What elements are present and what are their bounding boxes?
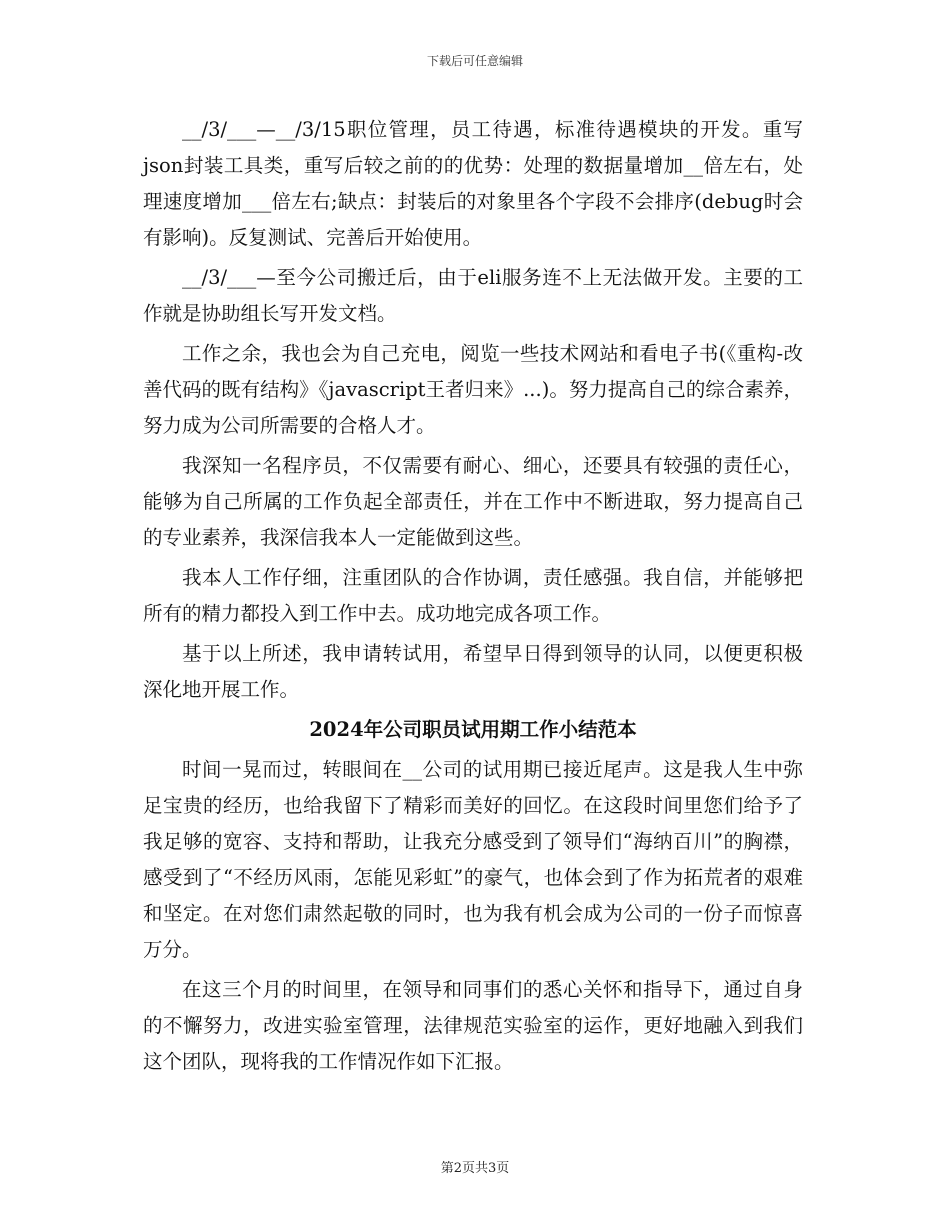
page-number: 第2页共3页 bbox=[440, 1161, 510, 1176]
paragraph: __/3/___—至今公司搬迁后，由于eli服务连不上无法做开发。主要的工作就是协助组长写开发文档。 bbox=[143, 266, 803, 325]
document-body bbox=[143, 112, 803, 1084]
paragraph: 基于以上所述，我申请转试用，希望早日得到领导的认同，以便更积极深化地开展工作。 bbox=[143, 642, 803, 701]
paragraph: __/3/___—__/3/15职位管理，员工待遇，标准待遇模块的开发。重写json封装工具类，重写后较之前的的优势：处理的数据量增加__倍左右，处理速度增加___倍左右;缺点：封装后的对象里各个字段不会排序(debug时会有影响)。反复测试、完善后开始使用。 bbox=[143, 118, 803, 249]
paragraph: 在这三个月的时间里，在领导和同事们的悉心关怀和指导下，通过自身的不懈努力，改进实验室管理，法律规范实验室的运作，更好地融入到我们这个团队，现将我的工作情况作如下汇报。 bbox=[143, 978, 803, 1073]
paragraph: 我深知一名程序员，不仅需要有耐心、细心，还要具有较强的责任心，能够为自己所属的工作负起全部责任，并在工作中不断进取，努力提高自己的专业素养，我深信我本人一定能做到这些。 bbox=[143, 454, 803, 549]
section-title: 2024年公司职员试用期工作小结范本 bbox=[309, 718, 637, 741]
paragraph: 工作之余，我也会为自己充电，阅览一些技术网站和看电子书(《重构-改善代码的既有结构》《javascript王者归来》...)。努力提高自己的综合素养，努力成为公司所需要的合格人才。 bbox=[143, 342, 803, 437]
page-header: 下载后可任意编辑 bbox=[426, 54, 523, 68]
paragraph: 我本人工作仔细，注重团队的合作协调，责任感强。我自信，并能够把所有的精力都投入到工作中去。成功地完成各项工作。 bbox=[143, 566, 803, 625]
paragraph: 时间一晃而过，转眼间在__公司的试用期已接近尾声。这是我人生中弥足宝贵的经历，也给我留下了精彩而美好的回忆。在这段时间里您们给予了我足够的宽容、支持和帮助，让我充分感受到了领导们“海纳百川”的胸襟，感受到了“不经历风雨，怎能见彩虹”的豪气，也体会到了作为拓荒者的艰难和坚定。在对您们肃然起敬的同时，也为我有机会成为公司的一份子而惊喜万分。 bbox=[143, 758, 803, 961]
